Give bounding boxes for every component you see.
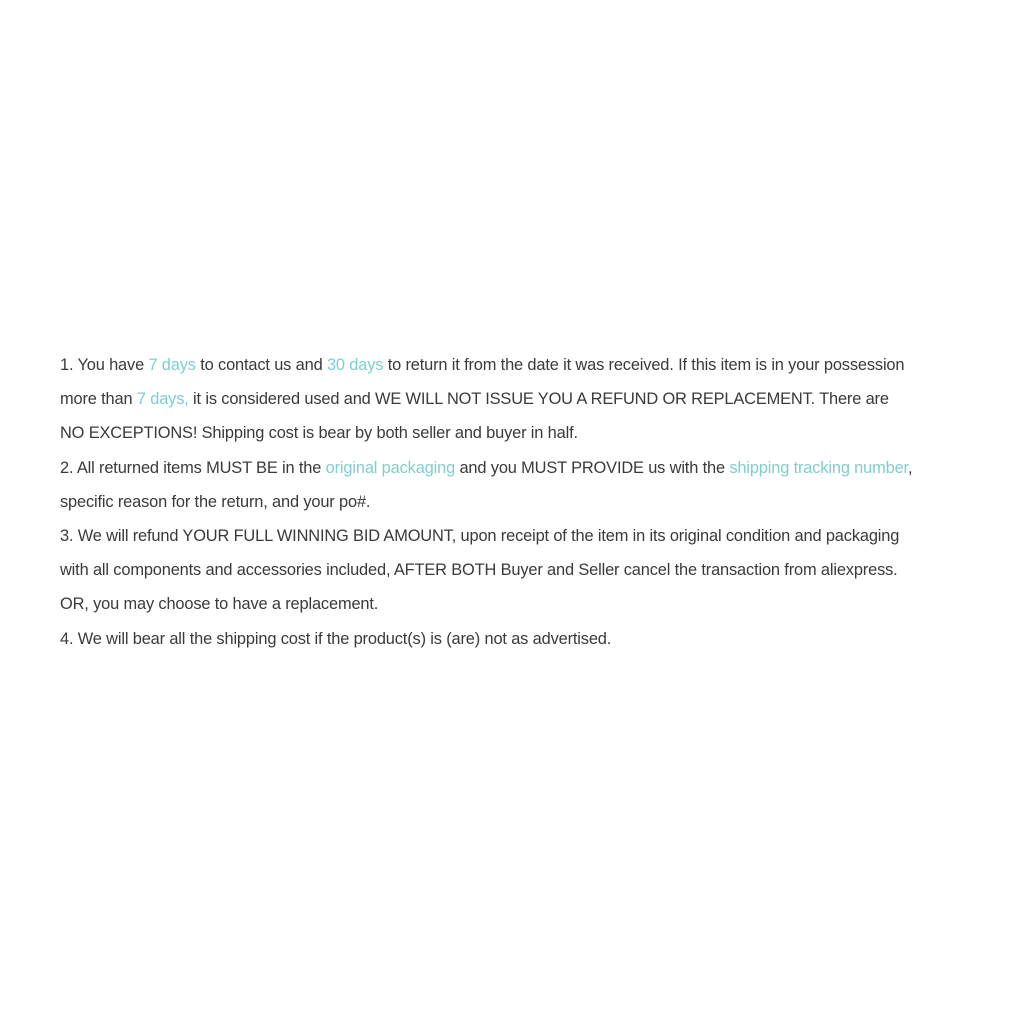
highlight-original-packaging: original packaging [325, 458, 456, 477]
policy-line-5 [60, 485, 1000, 519]
policy-line-7 [60, 553, 1000, 587]
policy-text: specific reason for the return, and your po#. [60, 492, 371, 511]
policy-text: 1. You have [60, 356, 149, 374]
policy-line-1 [60, 348, 1000, 382]
policy-text: more than [60, 390, 137, 409]
policy-text: 4. We will bear all the shipping cost if the product(s) is (are) not as advertised. [60, 629, 612, 648]
policy-line-2 [60, 382, 1000, 416]
policy-text: 2. All returned items MUST BE in the [60, 458, 326, 477]
policy-line-9 [60, 622, 1000, 656]
highlight-return-days: 30 days [326, 356, 384, 374]
policy-line-6 [60, 519, 1000, 553]
policy-text: OR, you may choose to have a replacement. [60, 595, 379, 614]
policy-text: NO EXCEPTIONS! Shipping cost is bear by both seller and buyer in half. [60, 424, 578, 443]
policy-text: it is considered used and WE WILL NOT ISSUE YOU A REFUND OR REPLACEMENT. There are [188, 390, 889, 409]
policy-line-3 [60, 416, 1000, 450]
policy-line-8 [60, 587, 1000, 621]
highlight-shipping-tracking-number: shipping tracking number [729, 458, 908, 477]
highlight-contact-days: 7 days [148, 356, 196, 374]
policy-text: , [907, 458, 913, 477]
policy-text: to return it from the date it was received. If this item is in your possession [383, 356, 905, 374]
return-policy-text [60, 348, 1000, 656]
policy-text: with all components and accessories included, AFTER BOTH Buyer and Seller cancel the transaction from aliexpress. [60, 561, 898, 580]
policy-text: and you MUST PROVIDE us with the [455, 458, 730, 477]
policy-text: 3. We will refund YOUR FULL WINNING BID AMOUNT, upon receipt of the item in its original condition and packaging [60, 526, 900, 545]
highlight-possession-days: 7 days, [136, 390, 189, 409]
policy-text: to contact us and [195, 356, 327, 374]
policy-line-4 [60, 451, 1000, 485]
